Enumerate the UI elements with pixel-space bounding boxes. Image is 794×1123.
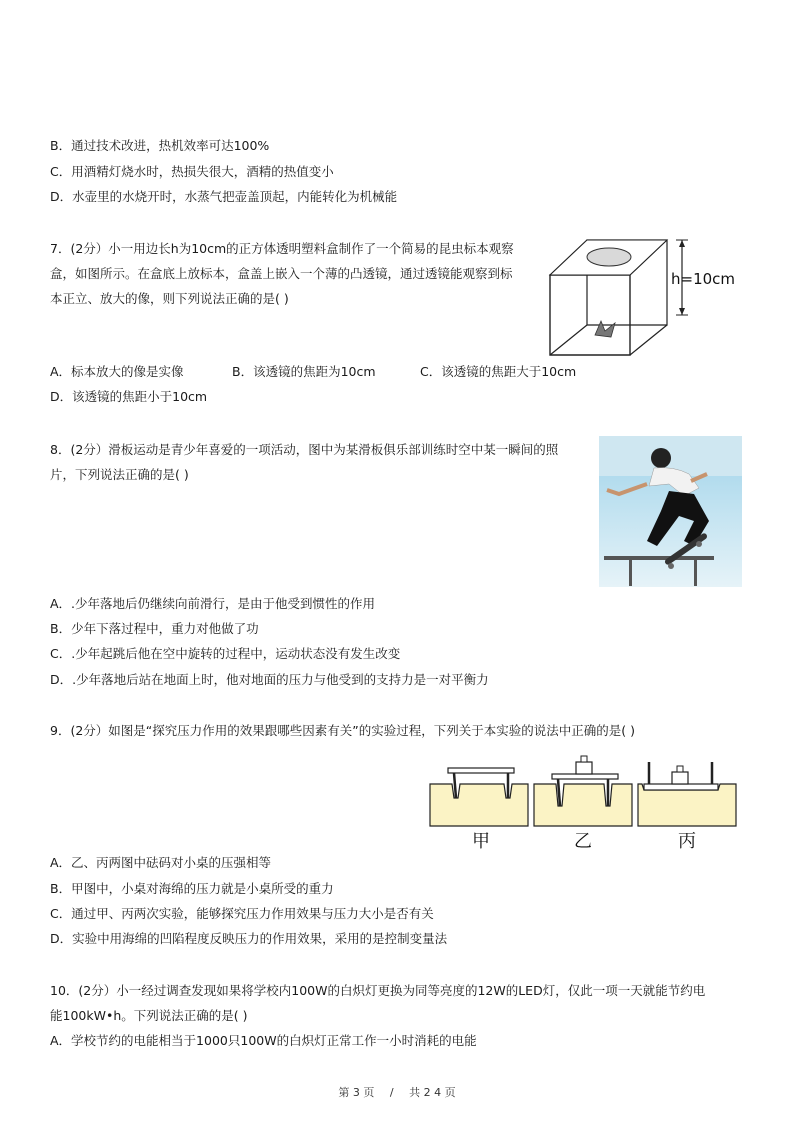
page-footer (0, 1084, 794, 1100)
q7-figure-label: h=10cm (671, 270, 736, 288)
q7-option-d: D．该透镜的焦距小于10cm (50, 389, 208, 404)
q9-figure-label-yi: 乙 (574, 831, 592, 852)
q8-stem-line1: 8．(2分）滑板运动是青少年喜爱的一项活动，图中为某滑板俱乐部训练时空中某一瞬间的照 (50, 442, 559, 457)
q9-figure-label-jia: 甲 (472, 831, 490, 852)
q8-stem-line2: 片，下列说法正确的是( ) (50, 467, 189, 482)
q9-option-d: D．实验中用海绵的凹陷程度反映压力的作用效果，采用的是控制变量法 (50, 931, 448, 946)
q7-option-a: A．标本放大的像是实像 (50, 364, 184, 379)
q8-option-b: B．少年下落过程中，重力对他做了功 (50, 621, 259, 636)
q8-option-c: C．.少年起跳后他在空中旋转的过程中，运动状态没有发生改变 (50, 646, 401, 661)
q7-option-c: C．该透镜的焦距大于10cm (420, 364, 577, 379)
q9-pressure-experiment-figure (428, 750, 740, 852)
q9-figure-label-bing: 丙 (678, 831, 696, 852)
q6-option-b: B．通过技术改进，热机效率可达100% (50, 138, 270, 153)
q8-option-d: D．.少年落地后站在地面上时，他对地面的压力与他受到的支持力是一对平衡力 (50, 672, 489, 687)
q9-stem-line1: 9．(2分）如图是“探究压力作用的效果跟哪些因素有关”的实验过程，下列关于本实验的说法中正确的是( ) (50, 723, 635, 738)
q7-cube-box-figure (545, 235, 775, 360)
q9-option-c: C．通过甲、丙两次实验，能够探究压力作用效果与压力大小是否有关 (50, 906, 434, 921)
skateboarder-photo (599, 436, 742, 587)
page-separator: / (389, 1086, 394, 1099)
q10-stem-line1: 10．(2分）小一经过调查发现如果将学校内100W的白炽灯更换为同等亮度的12W的LED灯，仅此一项一天就能节约电 (50, 983, 706, 998)
q7-stem-line1: 7．(2分）小一用边长h为10cm的正方体透明塑料盒制作了一个简易的昆虫标本观察 (50, 241, 514, 256)
q7-option-b: B．该透镜的焦距为10cm (232, 364, 376, 379)
q9-option-a: A．乙、丙两图中砝码对小桌的压强相等 (50, 855, 272, 870)
page-number: 第 3 页 (338, 1086, 375, 1099)
page-total: 共 2 4 页 (409, 1086, 456, 1099)
q7-stem-line3: 本正立、放大的像，则下列说法正确的是( ) (50, 291, 289, 306)
q8-option-a: A．.少年落地后仍继续向前滑行，是由于他受到惯性的作用 (50, 596, 376, 611)
q10-option-a: A．学校节约的电能相当于1000只100W的白炽灯正常工作一小时消耗的电能 (50, 1033, 477, 1048)
q6-option-c: C．用酒精灯烧水时，热损失很大，酒精的热值变小 (50, 164, 334, 179)
q10-stem-line2: 能100kW•h。下列说法正确的是( ) (50, 1008, 248, 1023)
q7-stem-line2: 盒，如图所示。在盒底上放标本，盒盖上嵌入一个薄的凸透镜，通过透镜能观察到标 (50, 266, 513, 281)
q9-option-b: B．甲图中，小桌对海绵的压力就是小桌所受的重力 (50, 881, 334, 896)
q6-option-d: D．水壶里的水烧开时，水蒸气把壶盖顶起，内能转化为机械能 (50, 189, 398, 204)
